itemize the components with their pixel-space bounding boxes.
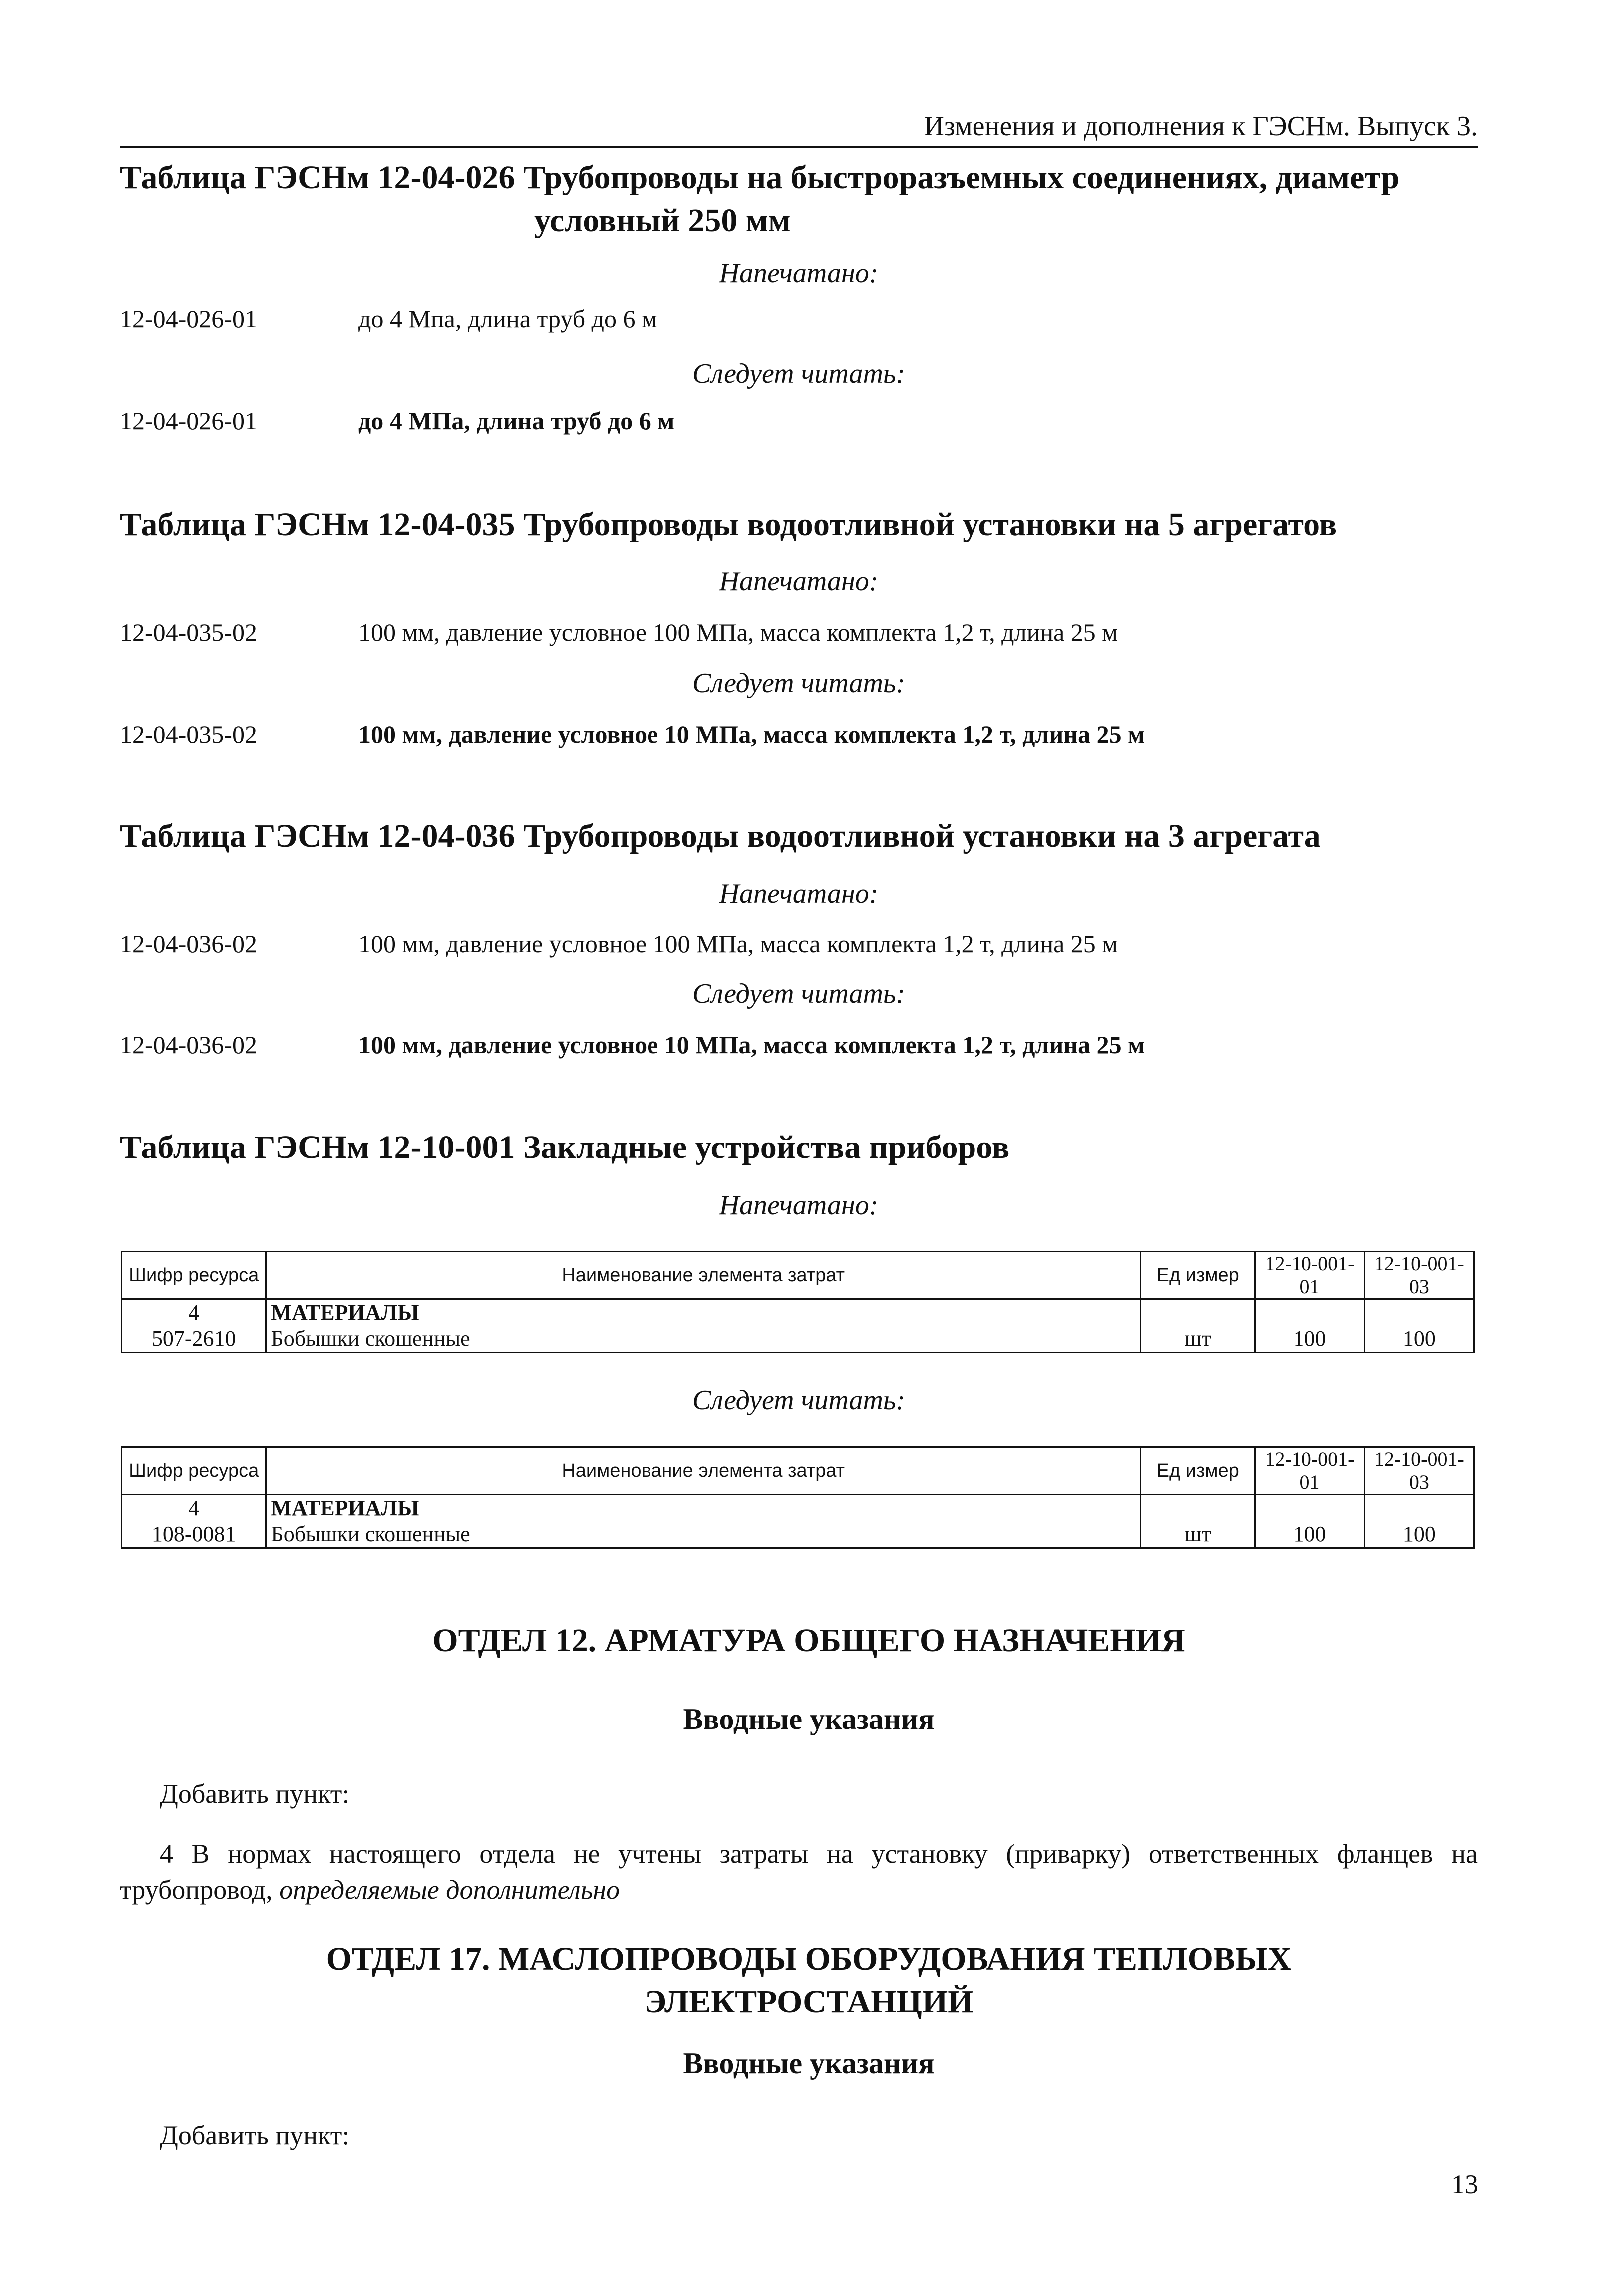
table-row [122, 1326, 1474, 1353]
table-header-row [122, 1252, 1474, 1299]
table-title-12-04-036: Таблица ГЭСНм 12-04-036 Трубопроводы водоотливной установки на 3 агрегата [120, 818, 1321, 854]
header-name: Наименование элемента затрат [266, 1252, 1141, 1299]
table-group-row [122, 1495, 1474, 1522]
entry-text: 100 мм, давление условное 100 МПа, масса комплекта 1,2 т, длина 25 м [358, 930, 1118, 958]
resource-code: 108-0081 [122, 1521, 266, 1548]
resource-unit: шт [1141, 1521, 1255, 1548]
empty-cell [1255, 1299, 1364, 1326]
section-title-line2: ЭЛЕКТРОСТАНЦИЙ [644, 1984, 974, 2020]
resource-name: Бобышки скошенные [266, 1326, 1141, 1353]
printed-caption: Напечатано: [719, 566, 879, 597]
should-read-caption: Следует читать: [692, 1385, 906, 1416]
should-read-caption: Следует читать: [692, 668, 906, 699]
table-group-row [122, 1299, 1474, 1326]
header-col2: 12-10-001-03 [1364, 1447, 1474, 1495]
should-read-caption: Следует читать: [692, 358, 906, 389]
empty-cell [1141, 1495, 1255, 1522]
header-unit: Ед измер [1141, 1447, 1255, 1495]
entry-text: до 4 МПа, длина труб до 6 м [358, 407, 675, 435]
resource-value-1: 100 [1255, 1521, 1364, 1548]
printed-caption: Напечатано: [719, 878, 879, 909]
group-name: МАТЕРИАЛЫ [266, 1299, 1141, 1326]
header-col1: 12-10-001-01 [1255, 1252, 1364, 1299]
entry-code: 12-04-035-02 [120, 720, 257, 748]
entry-code: 12-04-036-02 [120, 1031, 257, 1059]
entry-code: 12-04-026-01 [120, 305, 257, 333]
paragraph-tail: определяемые дополнительно [279, 1875, 620, 1905]
resource-unit: шт [1141, 1326, 1255, 1353]
add-item-label-12: Добавить пункт: [160, 1779, 350, 1809]
section-title-line1: ОТДЕЛ 17. МАСЛОПРОВОДЫ ОБОРУДОВАНИЯ ТЕПЛОВЫХ [326, 1941, 1292, 1977]
group-name: МАТЕРИАЛЫ [266, 1495, 1141, 1522]
header-unit: Ед измер [1141, 1252, 1255, 1299]
header-name: Наименование элемента затрат [266, 1447, 1141, 1495]
resource-table-corrected [121, 1446, 1475, 1549]
add-item-label-17: Добавить пункт: [160, 2120, 350, 2150]
section-subtitle-12: Вводные указания [683, 1703, 935, 1735]
entry-text: 100 мм, давление условное 100 МПа, масса комплекта 1,2 т, длина 25 м [358, 618, 1118, 646]
empty-cell [1141, 1299, 1255, 1326]
header-col1: 12-10-001-01 [1255, 1447, 1364, 1495]
printed-caption: Напечатано: [719, 1190, 879, 1221]
table-title-12-04-035: Таблица ГЭСНм 12-04-035 Трубопроводы водоотливной установки на 5 агрегатов [120, 506, 1337, 543]
entry-code: 12-04-035-02 [120, 618, 257, 646]
entry-code: 12-04-036-02 [120, 930, 257, 958]
running-header: Изменения и дополнения к ГЭСНм. Выпуск 3. [120, 106, 1478, 148]
header-code: Шифр ресурса [122, 1447, 266, 1495]
header-code: Шифр ресурса [122, 1252, 266, 1299]
table-title-line2: условный 250 мм [534, 202, 791, 239]
table-title-12-10-001: Таблица ГЭСНм 12-10-001 Закладные устройства приборов [120, 1129, 1010, 1165]
empty-cell [1364, 1299, 1474, 1326]
resource-name: Бобышки скошенные [266, 1521, 1141, 1548]
section-12-paragraph [120, 1836, 1478, 1908]
section-title-12: ОТДЕЛ 12. АРМАТУРА ОБЩЕГО НАЗНАЧЕНИЯ [432, 1622, 1185, 1659]
table-title-line1: Таблица ГЭСНм 12-04-026 Трубопроводы на быстроразъемных соединениях, диаметр [120, 159, 1400, 196]
group-code: 4 [122, 1299, 266, 1326]
table-title-12-04-026 [120, 156, 1498, 242]
resource-table-printed [121, 1251, 1475, 1353]
table-row [122, 1521, 1474, 1548]
resource-code: 507-2610 [122, 1326, 266, 1353]
empty-cell [1255, 1495, 1364, 1522]
entry-text: до 4 Мпа, длина труб до 6 м [358, 305, 657, 333]
resource-value-2: 100 [1364, 1521, 1474, 1548]
entry-text: 100 мм, давление условное 10 МПа, масса комплекта 1,2 т, длина 25 м [358, 720, 1145, 748]
section-subtitle-17: Вводные указания [683, 2047, 935, 2080]
table-header-row [122, 1447, 1474, 1495]
entry-code: 12-04-026-01 [120, 407, 257, 435]
entry-text: 100 мм, давление условное 10 МПа, масса комплекта 1,2 т, длина 25 м [358, 1031, 1145, 1059]
header-col2: 12-10-001-03 [1364, 1252, 1474, 1299]
printed-caption: Напечатано: [719, 258, 879, 288]
should-read-caption: Следует читать: [692, 978, 906, 1009]
page-number: 13 [1451, 2169, 1478, 2199]
group-code: 4 [122, 1495, 266, 1522]
section-title-17 [120, 1938, 1498, 2023]
paragraph-main: 4 В нормах настоящего отдела не учтены затраты на установку (приварку) ответственных фланцев на трубопровод, [120, 1839, 1478, 1905]
resource-value-2: 100 [1364, 1326, 1474, 1353]
empty-cell [1364, 1495, 1474, 1522]
resource-value-1: 100 [1255, 1326, 1364, 1353]
